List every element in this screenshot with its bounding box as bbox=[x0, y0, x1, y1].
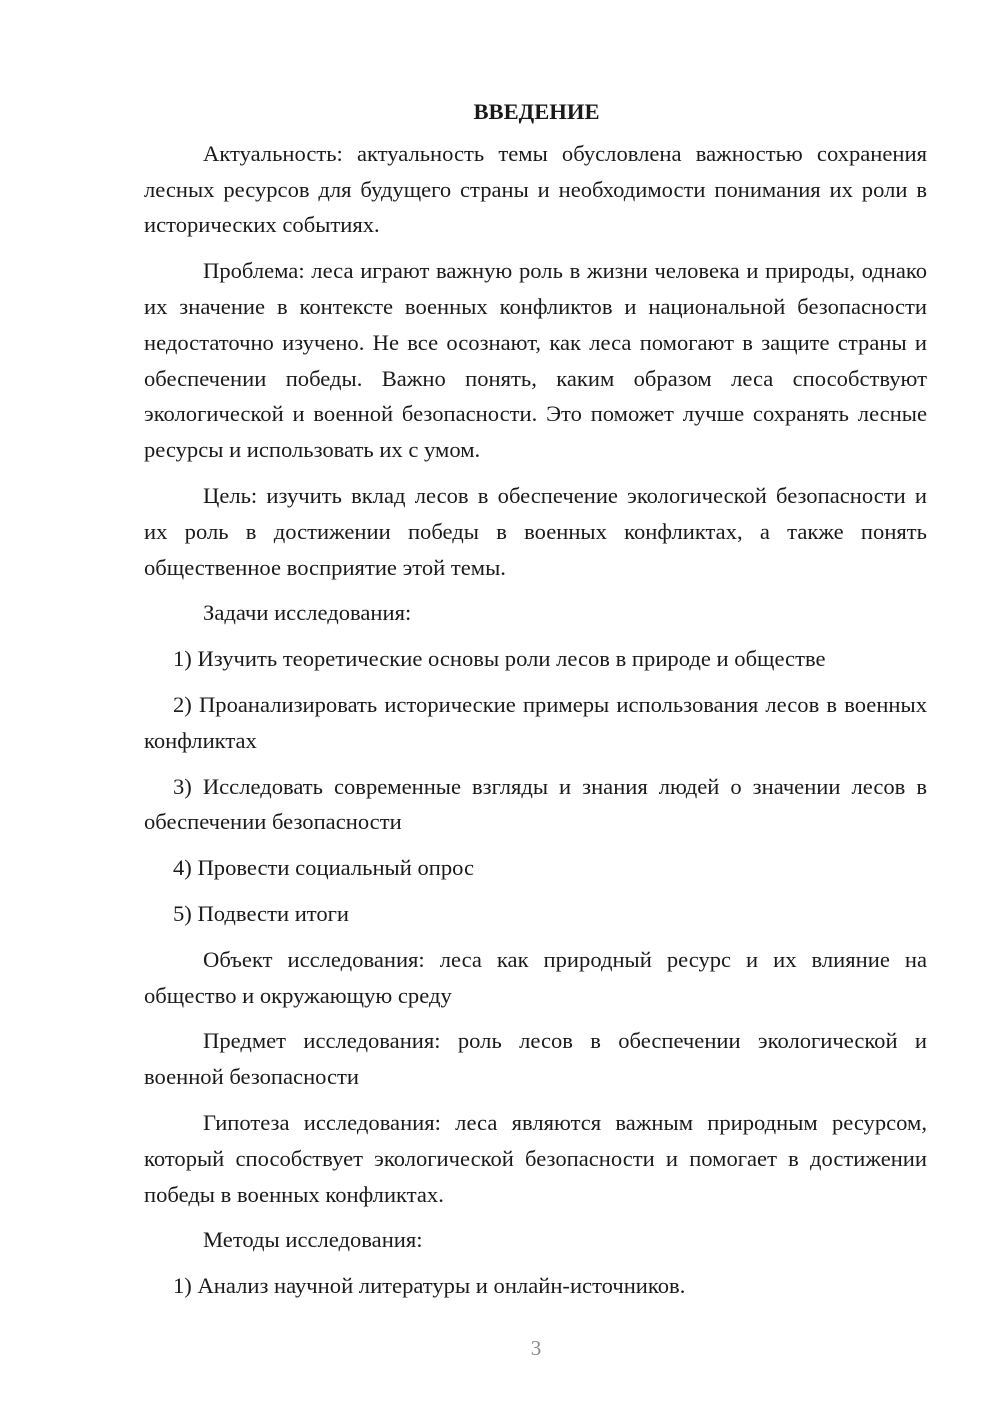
paragraph-object: Объект исследования: леса как природный ресурс и их влияние на общество и окружающую среду bbox=[144, 946, 927, 1008]
paragraph-problem: Проблема: леса играют важную роль в жизни человека и природы, однако их значение в контексте военных конфликтов и национальной безопасности недостаточно изучено. Не все осознают, как леса помогают в защите страны и обеспечении победы. Важно понять, каким образом леса способствуют экологической и военной безопасности. Это поможет лучше сохранять лесные ресурсы и использовать их с умом. bbox=[144, 258, 927, 463]
paragraph-goal: Цель: изучить вклад лесов в обеспечение экологической безопасности и их роль в достижении победы в военных конфликтах, а также понять общественное восприятие этой темы. bbox=[144, 482, 927, 580]
section-title: ВВЕДЕНИЕ bbox=[473, 99, 600, 124]
paragraph-relevance: Актуальность: актуальность темы обусловлена важностью сохранения лесных ресурсов для будущего страны и необходимости понимания их роли в исторических событиях. bbox=[144, 140, 927, 238]
paragraph-hypothesis: Гипотеза исследования: леса являются важным природным ресурсом, который способствует экологической безопасности и помогает в достижении победы в военных конфликтах. bbox=[144, 1109, 927, 1207]
task-item-2: 2) Проанализировать исторические примеры использования лесов в военных конфликтах bbox=[144, 691, 927, 753]
method-item-1: 1) Анализ научной литературы и онлайн-источников. bbox=[173, 1273, 686, 1299]
task-item-3: 3) Исследовать современные взгляды и знания людей о значении лесов в обеспечении безопасности bbox=[144, 773, 927, 835]
methods-heading: Методы исследования: bbox=[203, 1227, 423, 1253]
paragraph-subject: Предмет исследования: роль лесов в обеспечении экологической и военной безопасности bbox=[144, 1028, 927, 1090]
page-number: 3 bbox=[530, 1336, 542, 1360]
page-content bbox=[144, 94, 927, 1314]
task-item-1: 1) Изучить теоретические основы роли лесов в природе и обществе bbox=[173, 646, 826, 672]
task-item-4: 4) Провести социальный опрос bbox=[173, 855, 475, 881]
tasks-heading: Задачи исследования: bbox=[203, 600, 412, 626]
task-item-5: 5) Подвести итоги bbox=[173, 900, 350, 926]
